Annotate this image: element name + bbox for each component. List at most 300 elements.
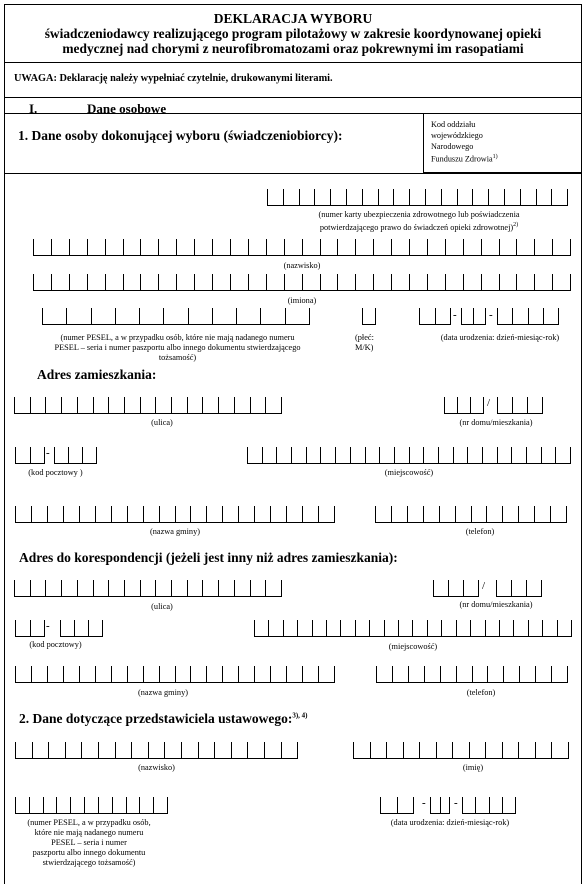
comb-cell [93,580,109,596]
corr-municipality-label: (nazwa gminy) [138,688,188,697]
comb-cell [231,742,248,758]
comb-cell [108,397,124,413]
heading-person-data: 1. Dane osoby dokonującej wyboru (świadczeniobiorcy): [18,128,343,143]
comb-cell [190,666,206,682]
comb-cell [61,397,77,413]
comb-cell [499,274,517,290]
comb-cell [286,506,302,522]
comb-cell [254,666,270,682]
comb-cell [463,239,481,255]
comb-cell [497,397,512,413]
form-subtitle-line2: medycznej nad chorymi z neurofibromatozami oraz pokrewnymi im rasopatiami [62,41,524,56]
comb-cell [409,239,427,255]
comb-cell [202,580,218,596]
slash-separator: / [482,580,486,592]
comb-cell [318,506,335,522]
divider [4,173,582,174]
rep-birth-year-field[interactable] [462,797,516,814]
city-label: (miejscowość) [384,468,434,477]
comb-cell [124,580,140,596]
comb-cell [254,620,268,636]
comb-cell [519,666,535,682]
comb-cell [534,274,552,290]
comb-cell [452,742,469,758]
comb-cell [14,580,30,596]
comb-cell [485,742,502,758]
postal-code-part1[interactable] [15,447,45,464]
comb-cell [283,189,299,205]
rep-birth-month-field[interactable] [430,797,450,814]
comb-cell [375,506,391,522]
postal-code-part2[interactable] [54,447,97,464]
phone-label: (telefon) [465,527,495,536]
surname-field[interactable] [33,239,571,256]
comb-cell [470,620,484,636]
comb-cell [238,506,254,522]
comb-cell [528,620,542,636]
comb-cell [194,239,212,255]
corr-city-field[interactable] [254,620,572,637]
comb-cell [350,447,365,463]
comb-cell [518,742,535,758]
comb-cell [412,620,426,636]
comb-cell [158,239,176,255]
comb-cell [527,397,543,413]
comb-cell [475,797,488,813]
comb-cell [320,239,338,255]
comb-cell [66,308,90,324]
comb-cell [302,506,318,522]
pesel-label: (numer PESEL, a w przypadku osób, które nie mają nadanego numeru PESEL – seria i numer paszportu albo innego dokumentu stwierdzającego tożsamość) [54,333,301,362]
comb-cell [270,506,286,522]
comb-cell [557,620,572,636]
comb-cell [48,742,65,758]
comb-cell [433,580,448,596]
birth-month-field[interactable] [461,308,486,325]
comb-cell [516,274,534,290]
comb-cell [206,506,222,522]
comb-cell [236,308,260,324]
rep-birth-day-field[interactable] [380,797,414,814]
section-number: I. [29,101,38,116]
comb-cell [112,797,126,813]
comb-cell [91,308,115,324]
comb-cell [15,506,31,522]
comb-cell [98,742,115,758]
corr-phone-field[interactable] [376,666,568,683]
comb-cell [30,580,46,596]
comb-cell [444,397,457,413]
comb-cell [534,239,552,255]
comb-cell [362,189,378,205]
comb-cell [441,620,455,636]
slash-separator: / [487,397,491,409]
comb-cell [148,742,165,758]
comb-cell [47,506,63,522]
nfz-code-label-3: Narodowego [431,142,474,151]
comb-cell [248,274,266,290]
comb-cell [267,189,283,205]
nfz-code-label-2: wojewódzkiego [431,131,483,140]
comb-cell [140,239,158,255]
comb-cell [171,397,187,413]
comb-cell [302,239,320,255]
comb-cell [265,397,282,413]
comb-cell [286,666,302,682]
comb-cell [84,797,98,813]
comb-cell [393,189,409,205]
comb-cell [391,239,409,255]
comb-cell [30,397,46,413]
comb-cell [503,666,519,682]
comb-cell [212,239,230,255]
comb-cell [550,506,567,522]
comb-cell [127,506,143,522]
comb-cell [445,274,463,290]
municipality-field[interactable] [15,506,335,523]
comb-cell [171,580,187,596]
comb-cell [486,506,502,522]
comb-cell [397,797,415,813]
comb-cell [175,666,191,682]
comb-cell [419,308,435,324]
instruction-note: UWAGA: Deklarację należy wypełniać czytelnie, drukowanymi literami. [4,62,582,98]
comb-cell [526,447,541,463]
comb-cell [463,274,481,290]
corr-house-number-field[interactable] [433,580,479,597]
heading-residence-address: Adres zamieszkania: [37,367,157,382]
rep-first-name-field[interactable] [353,742,569,759]
comb-cell [457,189,473,205]
comb-cell [380,797,397,813]
comb-cell [188,308,212,324]
comb-cell [43,797,57,813]
phone-field[interactable] [375,506,567,523]
comb-cell [489,797,502,813]
comb-cell [212,308,236,324]
comb-cell [140,397,156,413]
comb-cell [222,506,238,522]
comb-cell [285,308,310,324]
comb-cell [355,620,369,636]
comb-cell [111,666,127,682]
comb-cell [424,666,440,682]
comb-cell [427,239,445,255]
comb-cell [61,580,77,596]
comb-cell [423,447,438,463]
comb-cell [105,239,123,255]
comb-cell [384,620,398,636]
comb-cell [33,274,51,290]
comb-cell [212,274,230,290]
city-field[interactable] [247,447,571,464]
comb-cell [297,620,311,636]
comb-cell [394,447,409,463]
comb-cell [45,580,61,596]
heading-legal-representative: 2. Dane dotyczące przedstawiciela ustawowego:$^{3), 4)}$ [19,711,308,726]
comb-cell [88,620,103,636]
comb-cell [123,239,141,255]
heading-correspondence-address: Adres do korespondencji (jeżeli jest inny niż adres zamieszkania): [19,550,398,565]
comb-cell [81,742,98,758]
comb-cell [299,189,315,205]
postal-separator: - [46,447,50,459]
comb-cell [427,274,445,290]
pesel-field[interactable] [42,308,310,325]
rep-first-name-label: (imię) [462,763,484,772]
comb-cell [535,742,552,758]
comb-cell [398,620,412,636]
comb-cell [15,620,30,636]
postal-separator: - [46,620,50,632]
comb-cell [187,397,203,413]
comb-cell [369,620,383,636]
insurance-card-label: (numer karty ubezpieczenia zdrowotnego lub poświadczenia potwierdzającego prawo do świadczeń opieki zdrowotnej)$^{2)}$ [318,210,520,232]
comb-cell [330,189,346,205]
comb-cell [488,189,504,205]
comb-cell [15,447,30,463]
form-header [4,4,582,62]
comb-cell [238,666,254,682]
comb-cell [82,447,97,463]
comb-cell [534,506,550,522]
comb-cell [456,666,472,682]
comb-cell [56,797,70,813]
comb-cell [65,742,82,758]
comb-cell [337,274,355,290]
comb-cell [471,506,487,522]
birth-year-field[interactable] [497,308,559,325]
comb-cell [496,580,511,596]
comb-cell [234,397,250,413]
comb-cell [379,447,394,463]
rep-pesel-label: (numer PESEL, a w przypadku osób, które nie mają nadanego numeru PESEL – seria i numer paszportu albo innego dokumentu stwierdzającego tożsamość) [27,818,151,867]
comb-cell [551,666,568,682]
comb-cell [502,742,519,758]
comb-cell [439,506,455,522]
comb-cell [33,239,51,255]
comb-cell [234,580,250,596]
comb-cell [68,447,82,463]
comb-cell [469,742,486,758]
street-field[interactable] [14,397,282,414]
comb-cell [198,742,215,758]
comb-cell [497,308,512,324]
comb-cell [441,189,457,205]
comb-cell [552,274,571,290]
comb-cell [63,506,79,522]
municipality-label: (nazwa gminy) [150,527,200,536]
comb-cell [176,274,194,290]
rep-pesel-field[interactable] [15,797,168,814]
comb-cell [158,274,176,290]
comb-cell [438,447,453,463]
comb-cell [127,666,143,682]
comb-cell [312,620,326,636]
comb-cell [291,447,306,463]
comb-cell [320,447,335,463]
form-title: DEKLARACJA WYBORU [213,11,373,26]
corr-street-label: (ulica) [151,602,173,611]
comb-cell [511,447,526,463]
comb-cell [69,274,87,290]
nfz-code-label-1: Kod oddziału [431,120,476,129]
corr-street-field[interactable] [14,580,282,597]
comb-cell [74,620,88,636]
comb-cell [30,447,46,463]
comb-cell [392,666,408,682]
comb-cell [164,742,181,758]
comb-cell [124,397,140,413]
comb-cell [260,308,284,324]
comb-cell [473,308,486,324]
birth-day-field[interactable] [419,308,451,325]
comb-cell [206,666,222,682]
comb-cell [98,797,112,813]
comb-cell [95,666,111,682]
comb-cell [29,797,43,813]
comb-cell [455,506,471,522]
section-title: Dane osobowe [87,101,167,116]
corr-postal-code-label: (kod pocztowy) [29,640,82,649]
rep-birth-date-label: (data urodzenia: dzień-miesiąc-rok) [390,818,510,827]
comb-cell [543,308,559,324]
footnote-ref: 1) [492,154,498,160]
comb-cell [190,506,206,522]
comb-cell [502,506,518,522]
comb-cell [528,308,543,324]
comb-cell [512,308,527,324]
street-label: (ulica) [151,418,173,427]
comb-cell [159,506,175,522]
comb-cell [355,239,373,255]
comb-cell [440,666,456,682]
house-number-field[interactable] [444,397,484,414]
comb-cell [373,274,391,290]
comb-cell [31,506,47,522]
comb-cell [512,397,527,413]
comb-cell [79,666,95,682]
comb-cell [77,397,93,413]
comb-cell [31,666,47,682]
comb-cell [409,189,425,205]
comb-cell [248,239,266,255]
comb-cell [95,506,111,522]
comb-cell [430,797,440,813]
comb-cell [427,620,441,636]
apartment-number-field[interactable] [497,397,543,414]
comb-cell [250,397,266,413]
comb-cell [63,666,79,682]
comb-cell [143,666,159,682]
comb-cell [551,189,568,205]
comb-cell [423,506,439,522]
comb-cell [284,239,302,255]
comb-cell [14,397,30,413]
comb-cell [264,742,281,758]
date-separator: - [489,309,493,321]
comb-cell [115,308,139,324]
comb-cell [47,666,63,682]
first-names-field[interactable] [33,274,571,291]
comb-cell [284,274,302,290]
comb-cell [230,239,248,255]
rep-surname-label: (nazwisko) [138,763,175,772]
comb-cell [93,397,109,413]
comb-cell [32,742,49,758]
comb-cell [320,274,338,290]
corr-postal-code-part1[interactable] [15,620,45,637]
comb-cell [254,506,270,522]
first-names-label: (imiona) [287,296,317,305]
comb-cell [457,397,470,413]
comb-cell [504,189,520,205]
comb-cell [222,666,238,682]
comb-cell [541,447,556,463]
comb-cell [499,239,517,255]
comb-cell [536,189,552,205]
nfz-code-box[interactable] [423,113,582,173]
comb-cell [346,189,362,205]
corr-apartment-number-field[interactable] [496,580,542,597]
comb-cell [230,274,248,290]
comb-cell [30,620,46,636]
comb-cell [155,580,171,596]
comb-cell [482,447,497,463]
comb-cell [175,506,191,522]
comb-cell [513,620,527,636]
comb-cell [461,308,473,324]
comb-cell [403,742,420,758]
comb-cell [218,580,234,596]
corr-municipality-field[interactable] [15,666,335,683]
comb-cell [60,620,74,636]
sex-field[interactable] [362,308,376,325]
comb-cell [111,506,127,522]
comb-cell [472,666,488,682]
comb-cell [214,742,231,758]
comb-cell [376,666,392,682]
rep-surname-field[interactable] [15,742,298,759]
comb-cell [194,274,212,290]
comb-cell [268,620,282,636]
comb-cell [335,447,350,463]
comb-cell [470,397,484,413]
comb-cell [526,580,542,596]
comb-cell [487,666,503,682]
comb-cell [302,666,318,682]
comb-cell [218,397,234,413]
comb-cell [445,239,463,255]
comb-cell [270,666,286,682]
comb-cell [143,506,159,522]
date-separator: - [454,797,458,809]
comb-cell [440,797,451,813]
comb-cell [15,742,32,758]
comb-cell [407,506,423,522]
comb-cell [176,239,194,255]
comb-cell [262,447,277,463]
comb-cell [159,666,175,682]
comb-cell [115,742,132,758]
insurance-card-number-field[interactable] [267,189,568,206]
date-separator: - [453,309,457,321]
comb-cell [139,308,163,324]
corr-city-label: (miejscowość) [388,642,438,651]
comb-cell [425,189,441,205]
corr-postal-code-part2[interactable] [60,620,103,637]
comb-cell [87,274,105,290]
